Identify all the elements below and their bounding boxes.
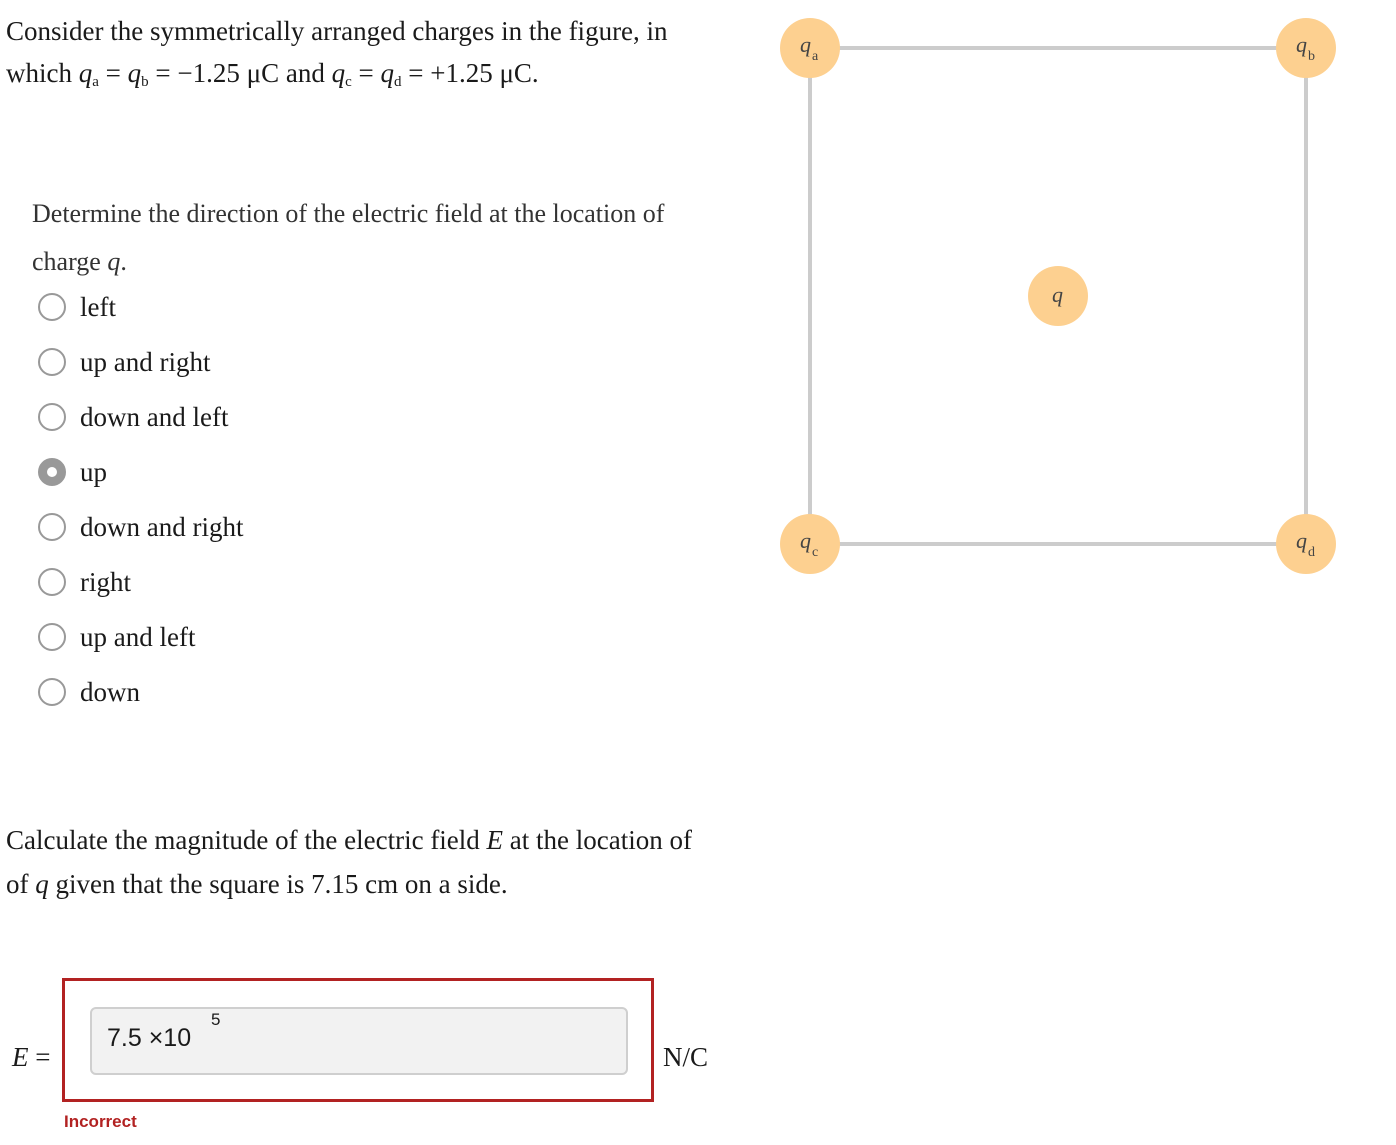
answer-value: 7.5 ×10 <box>107 1024 192 1052</box>
answer-label: E = <box>12 1042 51 1072</box>
svg-text:q: q <box>1296 32 1307 57</box>
direction-prompt: Determine the direction of the electric field at the location of charge q. <box>32 199 665 276</box>
charge-square-figure <box>760 0 1380 620</box>
intro-line-2: which $q_a = q_b = -1.25$ μC and $q_c = q_d = +1.25$ μC. <box>6 58 539 90</box>
option-label: up <box>80 456 107 487</box>
radio-button[interactable] <box>38 293 66 321</box>
svg-text:q: q <box>800 32 811 57</box>
option-right[interactable] <box>36 562 366 602</box>
svg-text:b: b <box>1308 49 1315 64</box>
radio-button[interactable] <box>38 513 66 541</box>
charge-qd <box>1276 514 1336 574</box>
option-left[interactable] <box>36 287 366 327</box>
svg-text:q: q <box>1296 528 1307 553</box>
svg-text:d: d <box>1308 545 1315 560</box>
option-down-and-right[interactable] <box>36 507 366 547</box>
svg-text:a: a <box>812 49 819 64</box>
radio-button[interactable] <box>38 678 66 706</box>
option-down[interactable] <box>36 672 366 712</box>
option-label: up and right <box>80 346 211 377</box>
radio-button[interactable] <box>38 623 66 651</box>
radio-button[interactable] <box>38 403 66 431</box>
option-label: down <box>80 676 140 707</box>
magnitude-prompt: Calculate the magnitude of the electric field E at the location of of q given that the square is 7.15 cm on a side. <box>6 825 692 899</box>
svg-text:c: c <box>812 545 819 560</box>
charge-qa <box>780 18 840 78</box>
radio-button[interactable] <box>38 568 66 596</box>
problem-statement <box>6 10 726 94</box>
svg-text:q: q <box>800 528 811 553</box>
radio-button-selected[interactable] <box>38 458 66 486</box>
option-up-and-left[interactable] <box>36 617 366 657</box>
option-label: up and left <box>80 621 196 652</box>
option-label: left <box>80 291 116 322</box>
charge-qc <box>780 514 840 574</box>
charge-qb <box>1276 18 1336 78</box>
unit-label: N/C <box>663 1042 709 1072</box>
option-down-and-left[interactable] <box>36 397 366 437</box>
option-up[interactable] <box>36 452 366 492</box>
option-up-and-right[interactable] <box>36 342 366 382</box>
radio-button[interactable] <box>38 348 66 376</box>
answer-exponent: 5 <box>211 1010 221 1029</box>
option-label: down and right <box>80 511 244 542</box>
svg-text:q: q <box>1052 282 1063 307</box>
intro-line-1: Consider the symmetrically arranged charges in the figure, in <box>6 16 668 46</box>
status-incorrect: Incorrect <box>64 1112 137 1131</box>
option-label: right <box>80 566 131 597</box>
option-label: down and left <box>80 401 229 432</box>
charge-q <box>1028 266 1088 326</box>
